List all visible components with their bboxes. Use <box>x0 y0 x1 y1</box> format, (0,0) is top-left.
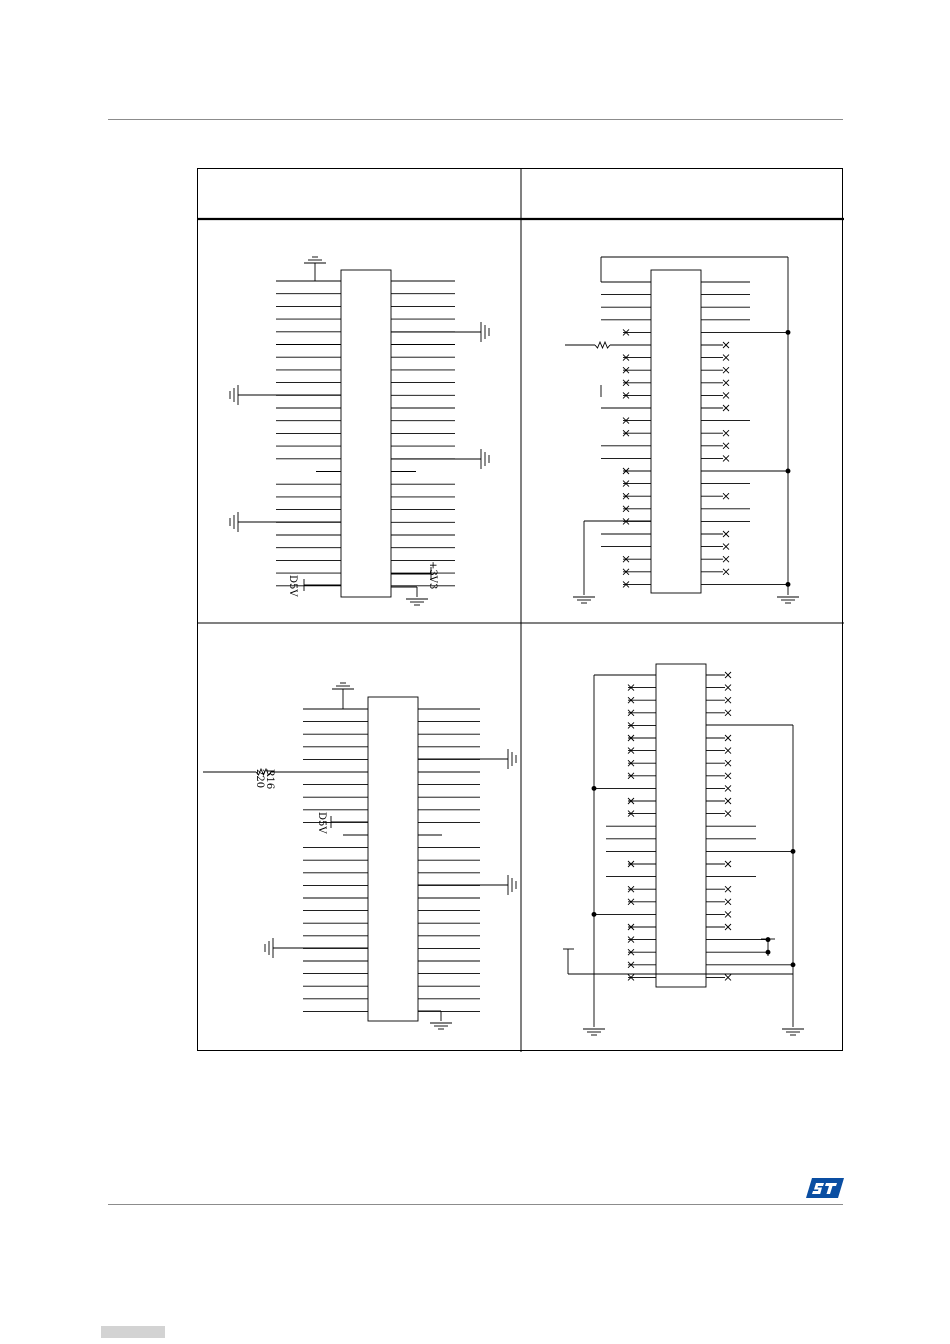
net-label-d5v-top: D5V <box>287 575 298 597</box>
ic-body <box>368 697 418 1021</box>
junction-dot <box>786 330 790 334</box>
junction-dot <box>592 912 596 916</box>
junction-dot <box>791 963 795 967</box>
ic-body <box>341 270 391 597</box>
junction-dot <box>791 849 795 853</box>
st-logo-icon <box>806 1176 844 1200</box>
junction-dot <box>786 469 790 473</box>
net-label-d5v-bottom: D5V <box>316 812 327 834</box>
schematic-drawing <box>198 169 844 1052</box>
ic-body <box>651 270 701 593</box>
junction-dot <box>592 786 596 790</box>
schematic-top-right <box>565 257 799 603</box>
ic-body <box>656 664 706 987</box>
resistor-icon <box>595 342 610 348</box>
footer-rule <box>108 1204 843 1205</box>
schematic-bottom-left <box>203 683 516 1029</box>
page-tab-marker <box>101 1326 165 1338</box>
net-label-3v3: +3V3 <box>427 561 438 590</box>
schematic-bottom-right <box>563 664 804 1035</box>
resistor-label-r16: R16 <box>264 769 275 790</box>
schematic-top-left <box>230 257 489 605</box>
schematic-table <box>197 168 843 1051</box>
resistor-value-220: 220 <box>254 769 265 789</box>
header-rule <box>108 119 843 120</box>
